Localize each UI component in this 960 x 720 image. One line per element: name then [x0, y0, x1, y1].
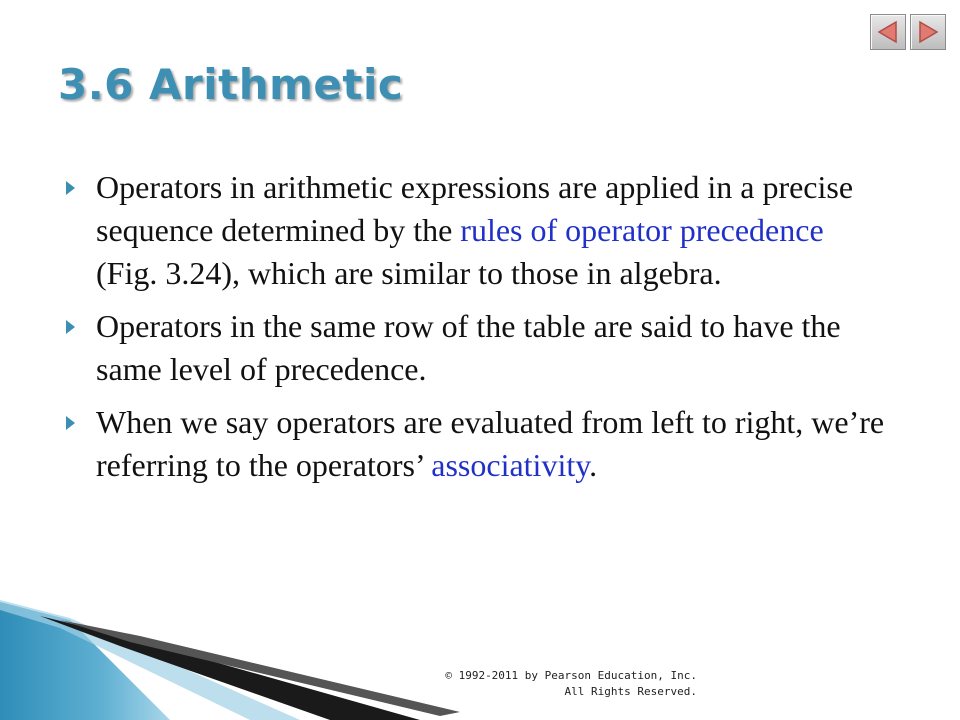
slide-navigation — [870, 14, 946, 50]
bullet-text: (Fig. 3.24), which are similar to those in algebra. — [96, 255, 722, 291]
bullet-arrow-icon — [66, 320, 75, 334]
bullet-list — [62, 166, 892, 497]
left-arrow-icon — [874, 18, 902, 46]
bullet-item — [62, 166, 892, 295]
bullet-text: Operators in the same row of the table are said to have the same level of precedence. — [96, 308, 841, 387]
right-arrow-icon — [914, 18, 942, 46]
bullet-item — [62, 305, 892, 391]
copyright-line: © 1992-2011 by Pearson Education, Inc. — [445, 669, 697, 682]
slide-title: 3.6 Arithmetic — [58, 60, 404, 109]
highlighted-term: rules of operator precedence — [460, 212, 824, 248]
bullet-text: Operators in arithmetic expressions are applied in a precise sequence determined by the — [96, 169, 854, 248]
bullet-text: When we say operators are evaluated from left to right, we’re referring to the operators’ — [96, 404, 885, 483]
copyright-line: All Rights Reserved. — [564, 685, 697, 698]
copyright-notice — [445, 668, 697, 700]
previous-slide-button[interactable] — [870, 14, 906, 50]
bullet-arrow-icon — [66, 181, 75, 195]
bullet-arrow-icon — [66, 416, 75, 430]
bullet-text: . — [589, 447, 598, 483]
next-slide-button[interactable] — [910, 14, 946, 50]
bullet-item — [62, 401, 892, 487]
highlighted-term: associativity — [431, 447, 590, 483]
